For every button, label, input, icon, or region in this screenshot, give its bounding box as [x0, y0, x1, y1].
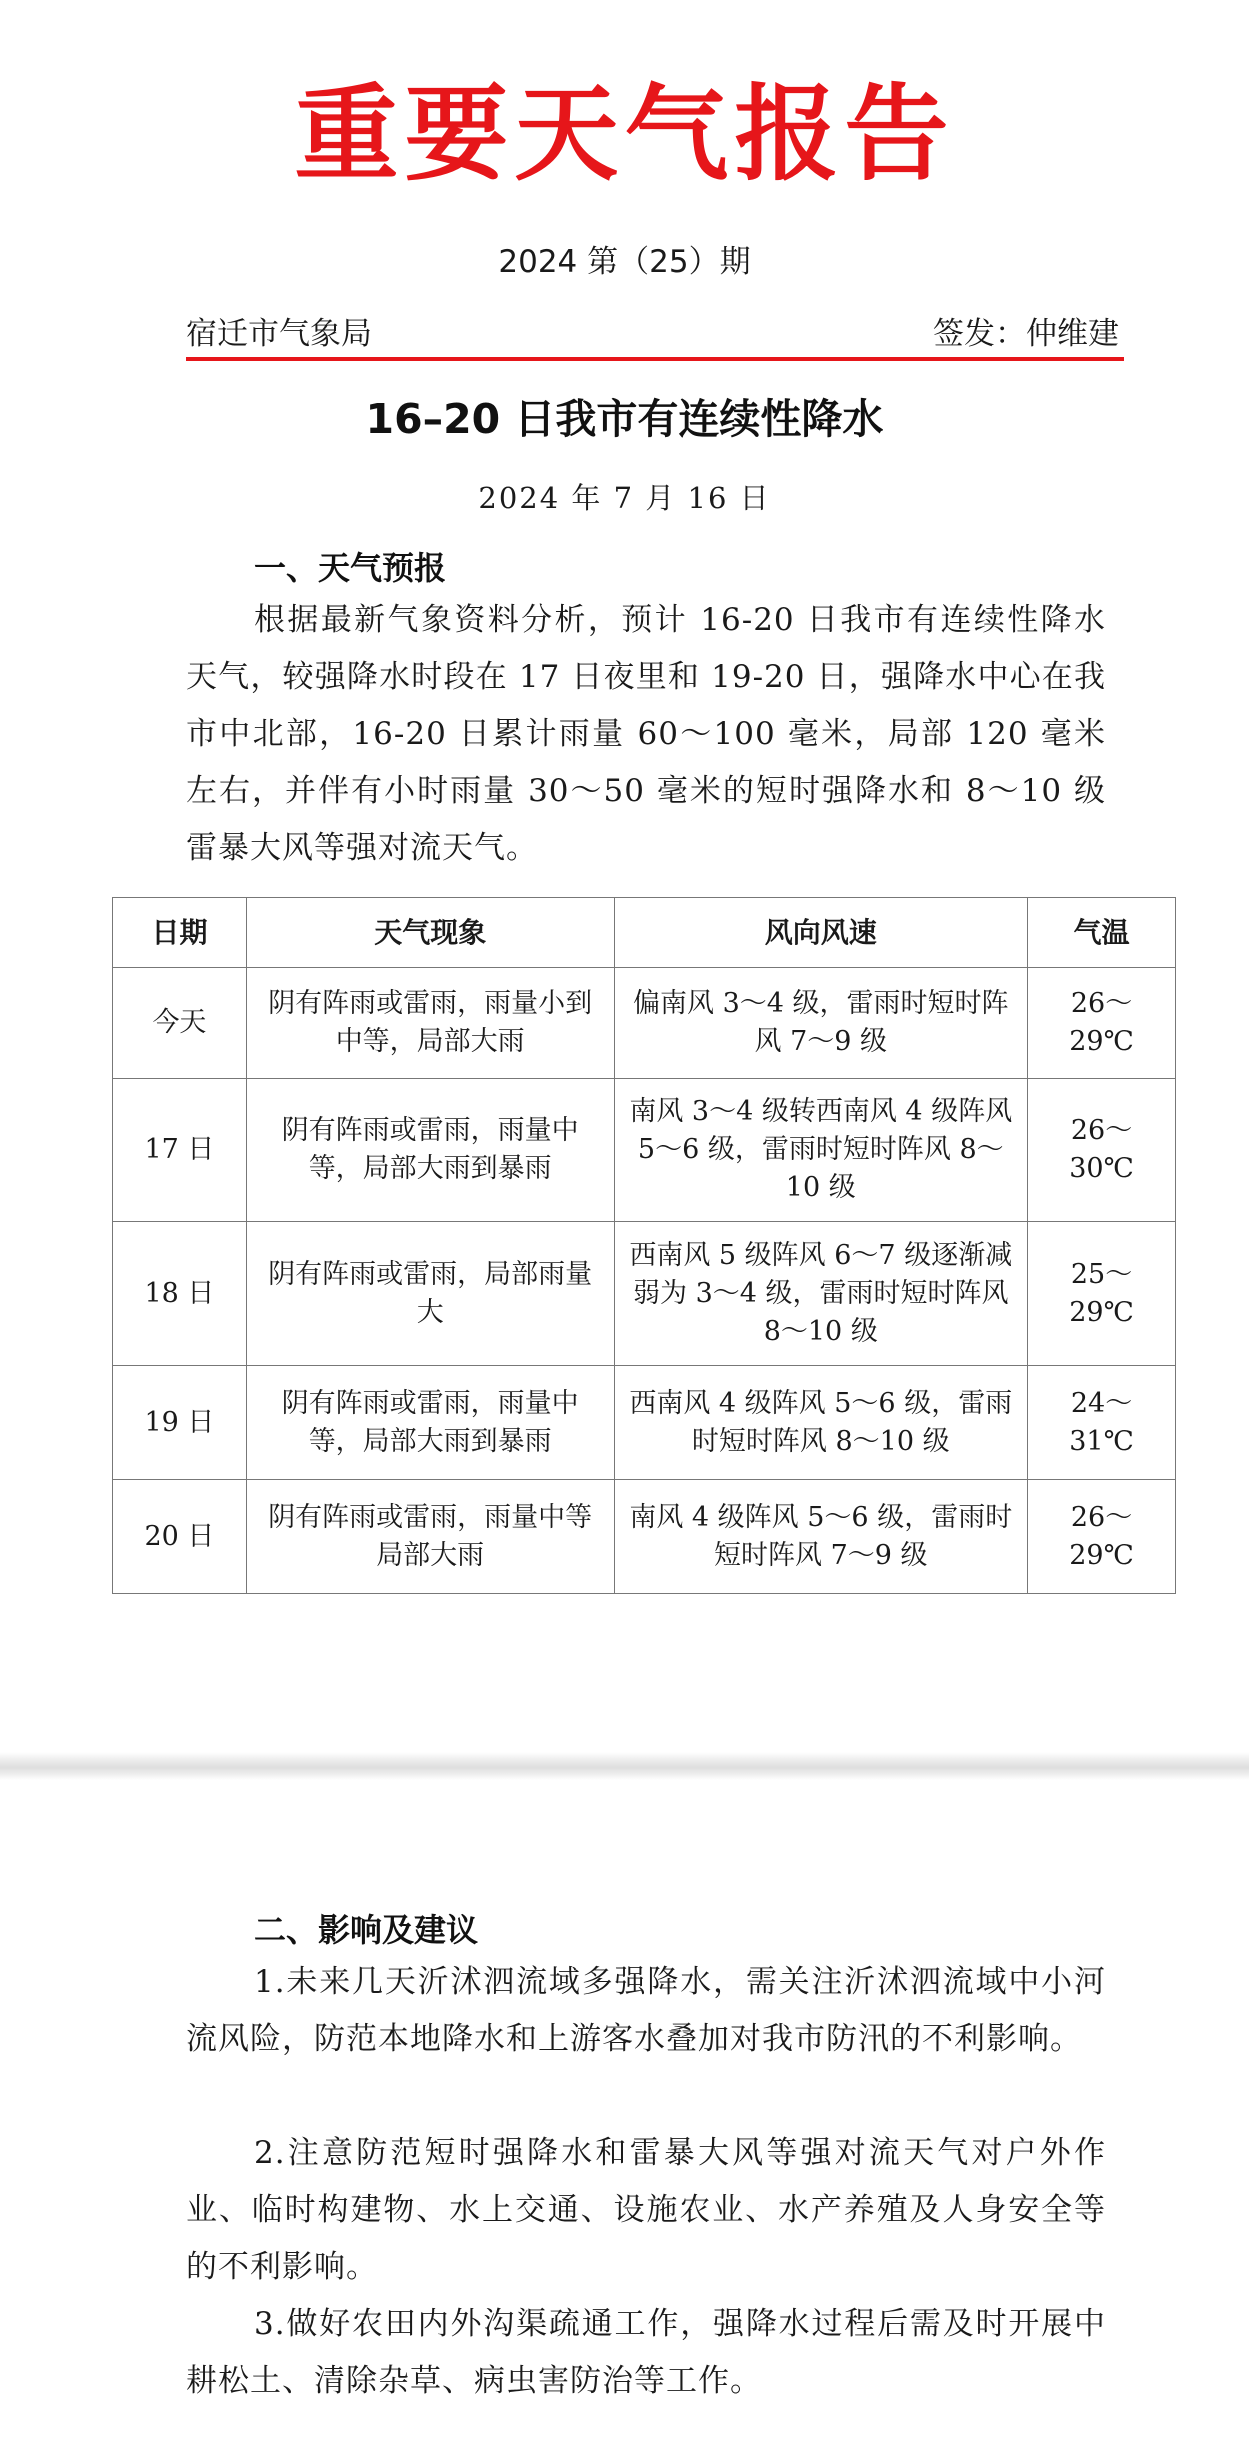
section-heading-impacts: 二、影响及建议: [254, 1911, 479, 1949]
report-date: 2024 年 7 月 16 日: [478, 481, 771, 515]
table-header-row: [113, 898, 1176, 968]
page-separator: [0, 1752, 1249, 1780]
advice-item-1: 1.未来几天沂沭泗流域多强降水，需关注沂沭泗流域中小河流风险，防范本地降水和上游客水叠加对我市防汛的不利影响。: [186, 1964, 1106, 2057]
cell-date: 今天: [113, 968, 247, 1079]
issue-number: 2024 第（25）期: [498, 244, 751, 280]
cell-wind: 南风 3～4 级转西南风 4 级阵风 5～6 级，雷雨时短时阵风 8～10 级: [614, 1079, 1028, 1222]
signer: 签发：仲维建: [933, 316, 1119, 352]
table-row: [113, 1366, 1176, 1480]
cell-date: 19 日: [113, 1366, 247, 1480]
forecast-table: [112, 897, 1176, 1594]
cell-date: 18 日: [113, 1222, 247, 1366]
issuing-agency: 宿迁市气象局: [186, 316, 372, 352]
advice-item-2: 2.注意防范短时强降水和雷暴大风等强对流天气对户外作业、临时构建物、水上交通、设施农业、水产养殖及人身安全等的不利影响。: [186, 2135, 1106, 2285]
cell-phenomenon: 阴有阵雨或雷雨，雨量中等，局部大雨到暴雨: [246, 1366, 614, 1480]
cell-date: 17 日: [113, 1079, 247, 1222]
header-date: 日期: [113, 898, 247, 968]
advice-item-3: 3.做好农田内外沟渠疏通工作，强降水过程后需及时开展中耕松土、清除杂草、病虫害防治等工作。: [186, 2306, 1106, 2399]
cell-wind: 偏南风 3～4 级，雷雨时短时阵风 7～9 级: [614, 968, 1028, 1079]
cell-phenomenon: 阴有阵雨或雷雨，局部雨量大: [246, 1222, 614, 1366]
cell-phenomenon: 阴有阵雨或雷雨，雨量中等局部大雨: [246, 1480, 614, 1594]
cell-temperature: 24～31℃: [1028, 1366, 1176, 1480]
header-wind: 风向风速: [614, 898, 1028, 968]
cell-temperature: 26～29℃: [1028, 1480, 1176, 1594]
report-title: 16–20 日我市有连续性降水: [365, 395, 884, 443]
cell-date: 20 日: [113, 1480, 247, 1594]
cell-phenomenon: 阴有阵雨或雷雨，雨量小到中等，局部大雨: [246, 968, 614, 1079]
cell-wind: 南风 4 级阵风 5～6 级，雷雨时短时阵风 7～9 级: [614, 1480, 1028, 1594]
cell-wind: 西南风 5 级阵风 6～7 级逐渐减弱为 3～4 级，雷雨时短时阵风 8～10 级: [614, 1222, 1028, 1366]
table-row: [113, 1480, 1176, 1594]
header-temperature: 气温: [1028, 898, 1176, 968]
table-row: [113, 968, 1176, 1079]
table-row: [113, 1222, 1176, 1366]
table-row: [113, 1079, 1176, 1222]
cell-temperature: 26～30℃: [1028, 1079, 1176, 1222]
cell-phenomenon: 阴有阵雨或雷雨，雨量中等，局部大雨到暴雨: [246, 1079, 614, 1222]
cell-temperature: 25～29℃: [1028, 1222, 1176, 1366]
section-heading-forecast: 一、天气预报: [254, 549, 447, 587]
header-divider: [186, 357, 1124, 361]
forecast-paragraph: 根据最新气象资料分析，预计 16-20 日我市有连续性降水天气，较强降水时段在 17 日夜里和 19-20 日，强降水中心在我市中北部，16-20 日累计雨量 60～100 毫米，局部 120 毫米左右，并伴有小时雨量 30～50 毫米的短时强降水和 8～10 级雷暴大风等强对流天气。: [186, 602, 1106, 866]
cell-wind: 西南风 4 级阵风 5～6 级，雷雨时短时阵风 8～10 级: [614, 1366, 1028, 1480]
cell-temperature: 26～29℃: [1028, 968, 1176, 1079]
masthead-title: 重要天气报告: [294, 73, 955, 195]
header-phenomenon: 天气现象: [246, 898, 614, 968]
report-page-2: [0, 1780, 1249, 2452]
